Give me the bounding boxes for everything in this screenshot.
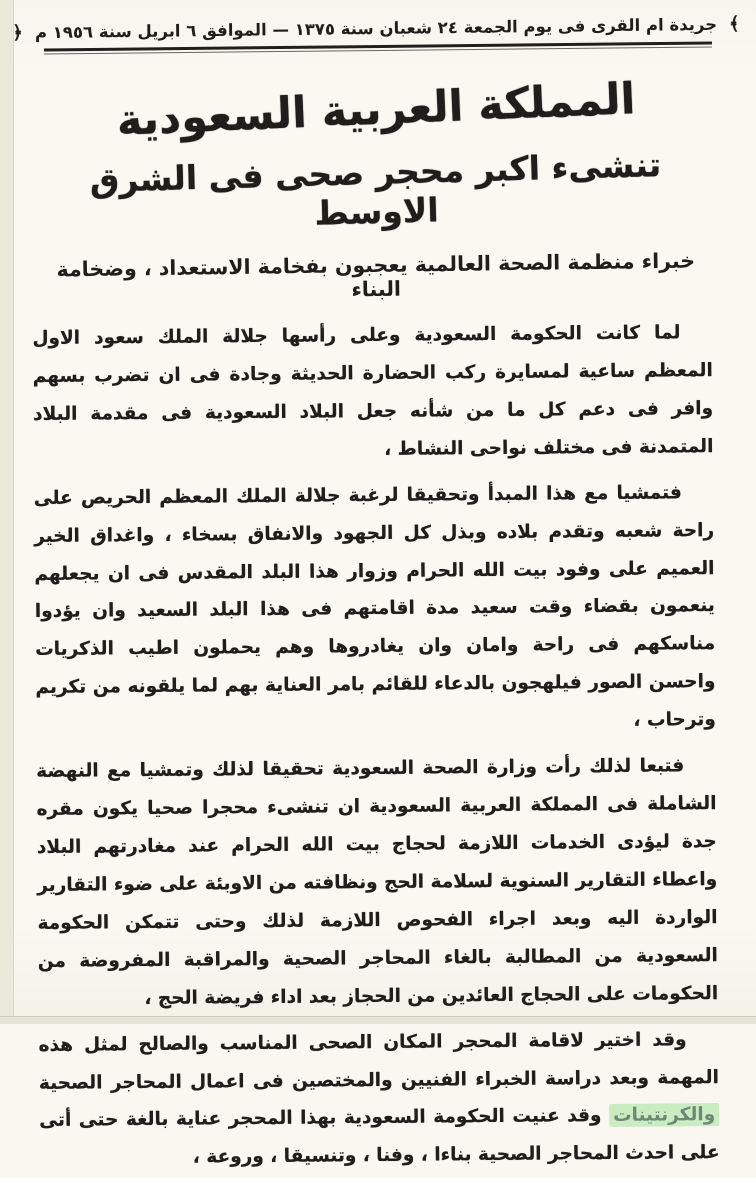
ornament-left-icon: ﴿ xyxy=(12,22,24,44)
body-paragraph-1: لما كانت الحكومة السعودية وعلى رأسها جلالة الملك سعود الاول المعظم ساعية لمسايرة ركب الحضارة الحديثة وجادة فى ان تضرب بسهم وافر فى دعم كل ما من شأنه جعل البلاد السعودية فى مقدمة البلاد المتمدنة فى مختلف نواحى النشاط ، xyxy=(32,322,714,460)
article-subheadline: خبراء منظمة الصحة العالمية يعجبون بفخامة الاستعداد ، وضخامة البناء xyxy=(56,248,696,302)
dateline-text: جريدة ام القرى فى يوم الجمعة ٢٤ شعبان سنة ١٣٧٥ — الموافق ٦ ابريل سنة ١٩٥٦ م xyxy=(34,14,718,43)
paragraph-4-before: وقد اختير لاقامة المحجر المكان الصحى المناسب والصالح لمثل هذه المهمة وبعد دراسة الخبراء الفنيين والمختصين فى اعمال المحاجر الصحية xyxy=(38,1028,719,1094)
body-paragraph-4 xyxy=(38,1021,719,1178)
ornament-right-icon: ﴾ xyxy=(728,13,740,35)
paragraph-4-after: وقد عنيت الحكومة السعودية بهذا المحجر عناية بالغة حتى أتى على احدث المحاجر الصحية بناءا ، وفنا ، وتنسيقا ، وروعة ، xyxy=(39,1105,720,1168)
body-paragraph-3: فتبعا لذلك رأت وزارة الصحة السعودية تحقيقا لذلك وتمشيا مع النهضة الشاملة فى المملكة العربية السعودية ان تنشىء محجرا صحيا يكون مقره جدة ليؤدى الخدمات اللازمة لحجاج بيت الله الحرام عند مغادرتهم البلاد واعطاء التقارير السنوية لسلامة الحج ونظافته من الاوبئة على ضوء التقارير الواردة اليه وبعد اجراء الفحوص اللازمة لذلك وحتى تتمكن الحكومة السعودية من المطالبة بالغاء المحاجر الصحية والمراقبة المفروضة من الحكومات على الحجاج العائدين من الحجاز بعد اداء فريضة الحج ، xyxy=(36,755,719,1009)
article-body xyxy=(32,314,719,1178)
masthead-dateline xyxy=(12,13,740,44)
kingdom-title: المملكة العربية السعودية xyxy=(115,74,637,146)
masthead-divider xyxy=(44,42,712,55)
highlighted-word: والكرنتينات xyxy=(609,1103,719,1127)
article-headline: تنشىء اكبر محجر صحى فى الشرق الاوسط xyxy=(89,145,662,233)
body-paragraph-2: فتمشيا مع هذا المبدأ وتحقيقا لرغبة جلالة الملك المعظم الحريص على راحة شعبه وتقدم بلاده وبذل كل الجهود والانفاق بسخاء ، واغداق الخير العميم على وفود بيت الله الحرام وزوار هذا البلد المقدس فى ان يجعلهم ينعمون بقضاء وقت سعيد مدة اقامتهم فى هذا البلد السعيد وان يؤدوا مناسكهم فى راحة وامان وان يغادروها وهم يحملون اطيب الذكريات واحسن الصور فيلهجون بالدعاء للقائم بامر العناية بهم لما يلقونه من تكريم وترحاب ، xyxy=(33,482,716,731)
